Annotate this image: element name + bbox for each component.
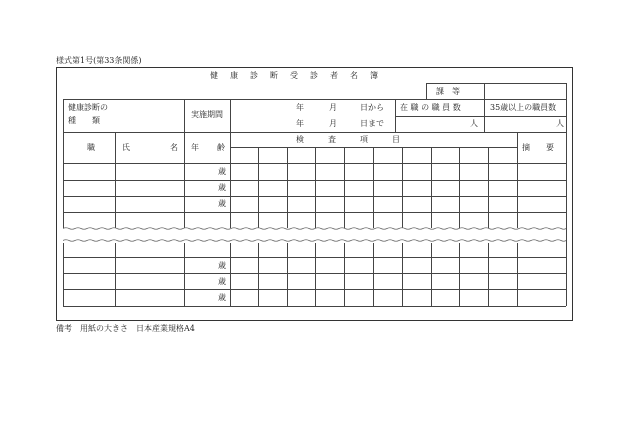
- rule: [184, 99, 185, 132]
- section-label: 課 等: [436, 87, 460, 96]
- period-from-month: 月: [329, 103, 337, 112]
- column-name-char2: 名: [170, 143, 178, 152]
- rule: [230, 99, 231, 132]
- period-label: 実施期間: [191, 110, 223, 119]
- rule: [426, 83, 427, 99]
- rule: [184, 132, 185, 306]
- form-caption: 様式第1号(第33条関係): [56, 56, 142, 65]
- age-unit: 歳: [218, 183, 226, 192]
- break-line-bottom: [63, 239, 566, 242]
- period-to-day: 日まで: [360, 119, 384, 128]
- exam-type-label-line1: 健康診断の: [68, 103, 108, 112]
- over35-count-unit: 人: [556, 119, 564, 128]
- column-remarks: 摘 要: [522, 143, 554, 152]
- rule: [115, 132, 116, 306]
- period-to-year: 年: [296, 119, 304, 128]
- period-from-year: 年: [296, 103, 304, 112]
- age-unit: 歳: [218, 261, 226, 270]
- column-position: 職: [87, 143, 95, 152]
- rule: [484, 83, 485, 99]
- exam-type-label-line2: 種 類: [68, 116, 100, 125]
- rule: [63, 306, 566, 307]
- age-unit: 歳: [218, 293, 226, 302]
- staff-count-label: 在 職 の 職 員 数: [400, 103, 461, 112]
- over35-count-label: 35歳以上の職員数: [490, 103, 557, 112]
- column-age-char2: 齢: [217, 143, 225, 152]
- rule: [63, 132, 566, 133]
- rule: [395, 116, 566, 117]
- form-title: 健康診断受診者名簿: [210, 71, 390, 80]
- period-from-day: 日から: [360, 103, 384, 112]
- period-to-month: 月: [329, 119, 337, 128]
- column-exam-items: 検 査 項 目: [296, 135, 400, 144]
- column-age-char1: 年: [191, 143, 199, 152]
- rule: [566, 83, 567, 306]
- break-line-top: [63, 227, 566, 230]
- footer-note: 備考 用紙の大きさ 日本産業規格A4: [56, 324, 195, 333]
- age-unit: 歳: [218, 277, 226, 286]
- staff-count-unit: 人: [470, 119, 478, 128]
- age-unit: 歳: [218, 167, 226, 176]
- rule: [395, 99, 396, 132]
- rule: [484, 99, 485, 132]
- rule: [63, 99, 64, 306]
- age-unit: 歳: [218, 199, 226, 208]
- rule: [426, 83, 566, 84]
- rule: [517, 132, 518, 306]
- column-name-char1: 氏: [122, 143, 130, 152]
- rule: [230, 132, 231, 306]
- rule: [63, 99, 566, 100]
